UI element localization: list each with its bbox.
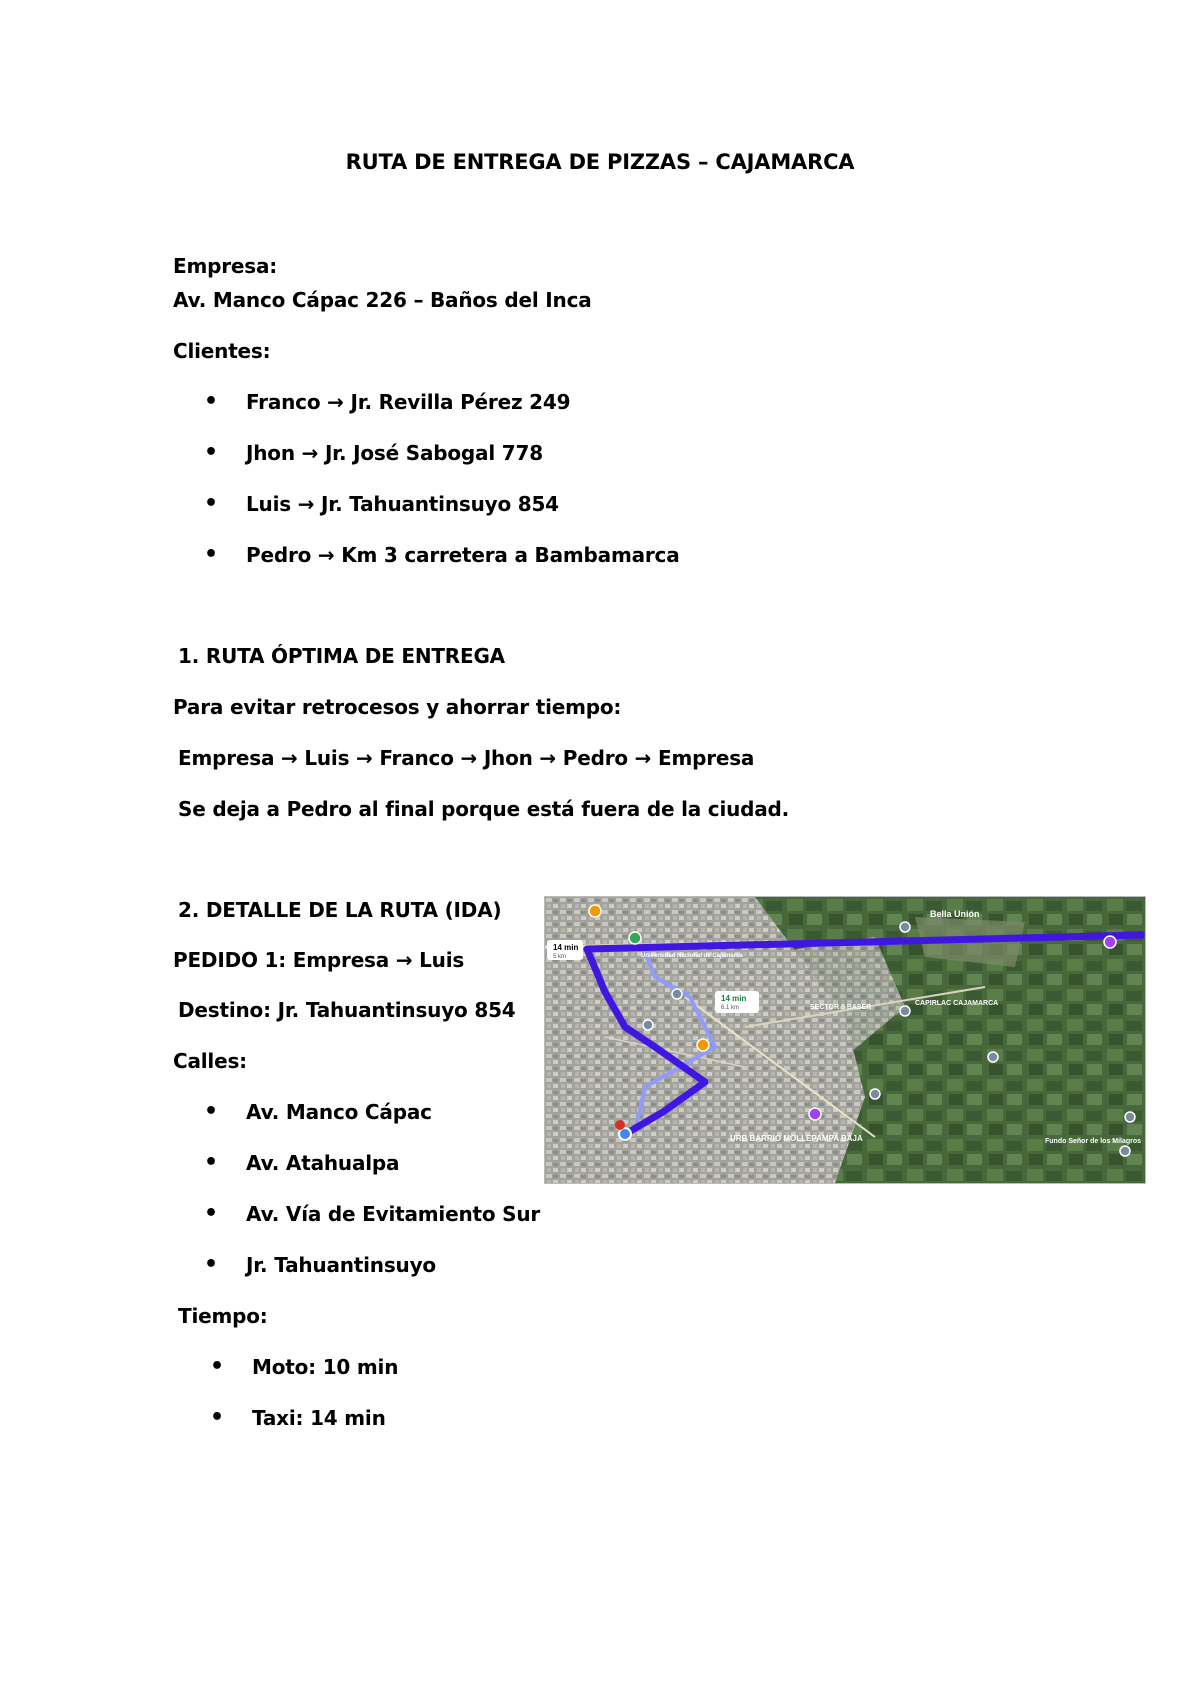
route-map <box>545 897 1145 1183</box>
section1-heading: 1. RUTA ÓPTIMA DE ENTREGA <box>178 644 505 668</box>
time-item: Moto: 10 min <box>252 1355 399 1379</box>
street-item: Jr. Tahuantinsuyo <box>246 1253 436 1277</box>
place-pin-icon <box>988 1052 998 1062</box>
bullet-icon: • <box>204 491 219 516</box>
place-pin-icon <box>1104 936 1116 948</box>
chip-distance: 6.1 km <box>721 1005 740 1011</box>
client-item: Luis → Jr. Tahuantinsuyo 854 <box>246 492 559 516</box>
bullet-icon: • <box>204 1150 219 1175</box>
destination: Destino: Jr. Tahuantinsuyo 854 <box>178 998 516 1022</box>
bullet-icon: • <box>204 440 219 465</box>
client-item: Jhon → Jr. José Sabogal 778 <box>246 441 543 465</box>
map-label-universidad: Universidad Nacional de Cajamarca <box>641 953 743 959</box>
map-label-fundo: Fundo Señor de los Milagros <box>1045 1138 1142 1145</box>
optimal-route: Empresa → Luis → Franco → Jhon → Pedro → Empresa <box>178 746 755 770</box>
section2-heading: 2. DETALLE DE LA RUTA (IDA) <box>178 898 502 922</box>
streets-label: Calles: <box>173 1049 247 1073</box>
map-label-sector: SECTOR 8 BASER <box>810 1004 872 1011</box>
route-time-chip <box>715 991 759 1013</box>
chip-time: 14 min <box>721 994 747 1003</box>
place-pin-icon <box>672 989 682 999</box>
food-pin-icon <box>589 905 601 917</box>
street-item: Av. Atahualpa <box>246 1151 400 1175</box>
client-item: Franco → Jr. Revilla Pérez 249 <box>246 390 571 414</box>
place-pin-icon <box>870 1089 880 1099</box>
bullet-icon: • <box>204 389 219 414</box>
client-item: Pedro → Km 3 carretera a Bambamarca <box>246 543 680 567</box>
bullet-icon: • <box>204 1099 219 1124</box>
company-address: Av. Manco Cápac 226 – Baños del Inca <box>173 288 592 312</box>
clients-label: Clientes: <box>173 339 271 363</box>
map-label-urb-barrio: URB BARRIO MOLLEPAMPA BAJA <box>730 1134 863 1143</box>
street-item: Av. Manco Cápac <box>246 1100 432 1124</box>
time-item: Taxi: 14 min <box>252 1406 386 1430</box>
place-pin-icon <box>1125 1112 1135 1122</box>
route-note: Se deja a Pedro al final porque está fuera de la ciudad. <box>178 797 790 821</box>
bullet-icon: • <box>204 1252 219 1277</box>
order-title: PEDIDO 1: Empresa → Luis <box>173 948 465 972</box>
chip-distance: 5 km <box>553 954 567 960</box>
bullet-icon: • <box>210 1354 225 1379</box>
park-pin-icon <box>629 932 641 944</box>
company-label: Empresa: <box>173 254 278 278</box>
bullet-icon: • <box>210 1405 225 1430</box>
page-title: RUTA DE ENTREGA DE PIZZAS – CAJAMARCA <box>345 150 855 174</box>
destination-dot-icon <box>1137 931 1145 939</box>
place-pin-icon <box>900 1006 910 1016</box>
section1-intro: Para evitar retrocesos y ahorrar tiempo: <box>173 695 622 719</box>
bullet-icon: • <box>204 542 219 567</box>
bullet-icon: • <box>204 1201 219 1226</box>
street-item: Av. Vía de Evitamiento Sur <box>246 1202 541 1226</box>
route-time-chip <box>547 940 583 960</box>
time-label: Tiempo: <box>178 1304 268 1328</box>
map-label-bella-union: Bella Unión <box>930 909 980 919</box>
route-map-image <box>544 896 1146 1184</box>
place-pin-icon <box>900 922 910 932</box>
place-pin-icon <box>643 1020 653 1030</box>
chip-time: 14 min <box>553 943 579 952</box>
food-pin-icon <box>697 1039 709 1051</box>
map-label-capirlac: CAPIRLAC CAJAMARCA <box>915 1000 999 1007</box>
place-pin-icon <box>1120 1146 1130 1156</box>
place-pin-icon <box>809 1108 821 1120</box>
